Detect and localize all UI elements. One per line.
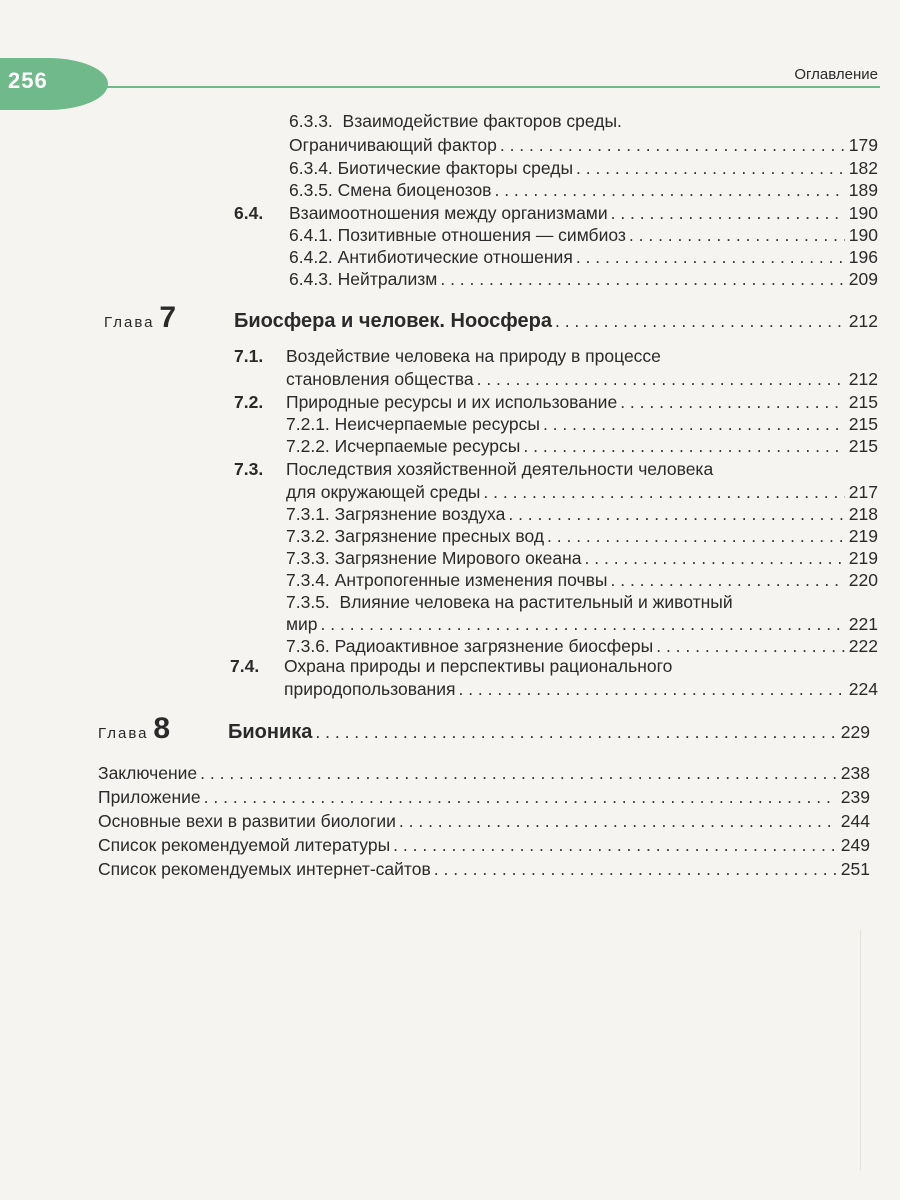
entry-page: 190 xyxy=(848,225,878,245)
chapter-page: 212 xyxy=(848,311,878,331)
entry-number: 7.3.3. xyxy=(286,548,330,568)
page-number: 256 xyxy=(8,68,48,93)
entry-number: 6.4.2. xyxy=(289,247,333,267)
toc-conclusion[interactable] xyxy=(98,762,870,784)
chapter-label xyxy=(104,302,234,339)
dot-leader xyxy=(555,305,845,337)
toc-entry-7-3-2[interactable] xyxy=(286,525,878,547)
page-number-badge xyxy=(0,58,108,110)
toc-entry-6-4[interactable] xyxy=(234,202,878,224)
dot-leader xyxy=(315,716,836,748)
dot-leader xyxy=(620,391,845,413)
toc-entry-6-4-2[interactable] xyxy=(289,246,878,268)
entry-page: 182 xyxy=(848,158,878,178)
entry-page: 217 xyxy=(848,482,878,502)
dot-leader xyxy=(576,157,845,179)
entry-page: 209 xyxy=(848,269,878,289)
toc-milestones[interactable] xyxy=(98,810,870,832)
entry-title: Список рекомендуемой литературы xyxy=(98,835,391,855)
entry-page: 190 xyxy=(848,203,878,223)
entry-number: 7.3. xyxy=(234,459,264,479)
toc-entry-7-3-4[interactable] xyxy=(286,569,878,591)
entry-number: 6.3.5. xyxy=(289,180,333,200)
dot-leader xyxy=(477,368,845,390)
entry-number: 7.3.6. xyxy=(286,636,330,656)
entry-number: 7.3.5. xyxy=(286,592,330,612)
entry-page: 222 xyxy=(848,636,878,656)
dot-leader xyxy=(321,613,845,635)
chapter-number: 8 xyxy=(153,712,171,745)
entry-title: Радиоактивное загрязнение биосферы xyxy=(334,636,654,656)
dot-leader xyxy=(458,678,844,700)
toc-entry-6-4-1[interactable] xyxy=(289,224,878,246)
dot-leader xyxy=(543,413,845,435)
dot-leader xyxy=(440,268,844,290)
toc-entry-7-3-6[interactable] xyxy=(286,635,878,657)
dot-leader xyxy=(393,834,837,856)
dot-leader xyxy=(611,569,845,591)
toc-entry-7-3[interactable] xyxy=(286,481,878,503)
chapter-title: Биосфера и человек. Ноосфера xyxy=(234,310,552,332)
entry-title-cont: природопользования xyxy=(284,679,456,699)
toc-entry-7-3-line1 xyxy=(234,458,713,480)
entry-title: Нейтрализм xyxy=(337,269,438,289)
entry-page: 221 xyxy=(848,614,878,634)
toc-appendix[interactable] xyxy=(98,786,870,808)
chapter-page: 229 xyxy=(840,722,870,742)
dot-leader xyxy=(200,762,837,784)
dot-leader xyxy=(500,134,845,156)
toc-literature[interactable] xyxy=(98,834,870,856)
entry-number: 6.4.3. xyxy=(289,269,333,289)
entry-title: Загрязнение Мирового океана xyxy=(334,548,582,568)
dot-leader xyxy=(611,202,845,224)
entry-title: Список рекомендуемых интернет-сайтов xyxy=(98,859,431,879)
entry-title: Загрязнение воздуха xyxy=(334,504,506,524)
toc-entry-7-2-1[interactable] xyxy=(286,413,878,435)
toc-entry-7-2[interactable] xyxy=(234,391,878,413)
entry-title-cont: мир xyxy=(286,614,318,634)
toc-entry-6-3-5[interactable] xyxy=(289,179,878,201)
entry-page: 249 xyxy=(840,835,870,855)
entry-number: 7.3.1. xyxy=(286,504,330,524)
dot-leader xyxy=(656,635,845,657)
entry-title: Взаимодействие факторов среды. xyxy=(342,111,622,131)
toc-entry-6-4-3[interactable] xyxy=(289,268,878,290)
dot-leader xyxy=(483,481,844,503)
toc-chapter-8[interactable] xyxy=(98,713,870,750)
toc-websites[interactable] xyxy=(98,858,870,880)
chapter-label xyxy=(98,713,228,750)
toc-entry-7-1[interactable] xyxy=(286,368,878,390)
entry-page: 239 xyxy=(840,787,870,807)
chapter-title: Бионика xyxy=(228,721,313,743)
entry-number: 6.3.3. xyxy=(289,111,333,131)
entry-number: 6.4.1. xyxy=(289,225,333,245)
chapter-word: Глава xyxy=(104,314,155,331)
entry-page: 189 xyxy=(848,180,878,200)
entry-number: 7.1. xyxy=(234,346,264,366)
entry-title: Природные ресурсы и их использование xyxy=(286,392,618,412)
entry-title: Неисчерпаемые ресурсы xyxy=(334,414,540,434)
entry-title: Приложение xyxy=(98,787,201,807)
entry-title: Антибиотические отношения xyxy=(337,247,573,267)
entry-number: 7.4. xyxy=(230,656,260,676)
entry-number: 7.2.2. xyxy=(286,436,330,456)
entry-title: Влияние человека на растительный и животный xyxy=(339,592,733,612)
chapter-word: Глава xyxy=(98,725,149,742)
entry-title: Биотические факторы среды xyxy=(337,158,574,178)
entry-page: 212 xyxy=(848,369,878,389)
section-title: Оглавление xyxy=(794,66,878,83)
entry-page: 215 xyxy=(848,436,878,456)
dot-leader xyxy=(434,858,837,880)
entry-page: 218 xyxy=(848,504,878,524)
dot-leader xyxy=(585,547,845,569)
entry-page: 224 xyxy=(848,679,878,699)
toc-entry-7-4[interactable] xyxy=(284,678,878,700)
entry-number: 7.3.4. xyxy=(286,570,330,590)
entry-page: 219 xyxy=(848,526,878,546)
toc-entry-6-3-3-line1 xyxy=(289,110,622,132)
entry-title: Охрана природы и перспективы рационального xyxy=(284,656,673,676)
entry-number: 6.3.4. xyxy=(289,158,333,178)
entry-page: 196 xyxy=(848,247,878,267)
header-rule xyxy=(105,86,880,88)
entry-title-cont: для окружающей среды xyxy=(286,482,481,502)
entry-title: Смена биоценозов xyxy=(337,180,492,200)
dot-leader xyxy=(508,503,844,525)
dot-leader xyxy=(629,224,845,246)
entry-title: Основные вехи в развитии биологии xyxy=(98,811,396,831)
dot-leader xyxy=(547,525,845,547)
toc-chapter-7[interactable] xyxy=(104,302,878,339)
entry-page: 238 xyxy=(840,763,870,783)
entry-title: Заключение xyxy=(98,763,198,783)
entry-title: Загрязнение пресных вод xyxy=(334,526,545,546)
toc-entry-7-3-1[interactable] xyxy=(286,503,878,525)
toc-entry-6-3-4[interactable] xyxy=(289,157,878,179)
entry-page: 219 xyxy=(848,548,878,568)
entry-title: Позитивные отношения — симбиоз xyxy=(337,225,626,245)
entry-page: 215 xyxy=(848,392,878,412)
dot-leader xyxy=(494,179,844,201)
toc-entry-7-4-line1 xyxy=(230,655,672,677)
entry-page: 251 xyxy=(840,859,870,879)
toc-entry-7-3-5[interactable] xyxy=(286,613,878,635)
entry-page: 244 xyxy=(840,811,870,831)
dot-leader xyxy=(523,435,844,457)
entry-title: Воздействие человека на природу в процессе xyxy=(286,346,661,366)
dot-leader xyxy=(204,786,837,808)
toc-entry-7-3-3[interactable] xyxy=(286,547,878,569)
entry-title-cont: становления общества xyxy=(286,369,474,389)
entry-page: 220 xyxy=(848,570,878,590)
chapter-number: 7 xyxy=(159,301,177,334)
toc-entry-7-1-line1 xyxy=(234,345,661,367)
entry-number: 6.4. xyxy=(234,203,264,223)
entry-page: 179 xyxy=(848,135,878,155)
toc-entry-7-2-2[interactable] xyxy=(286,435,878,457)
dot-leader xyxy=(399,810,837,832)
bleed-through-area xyxy=(610,930,861,1170)
entry-number: 7.3.2. xyxy=(286,526,330,546)
toc-entry-6-3-3[interactable] xyxy=(289,134,878,156)
entry-number: 7.2. xyxy=(234,392,264,412)
entry-number: 7.2.1. xyxy=(286,414,330,434)
entry-title: Исчерпаемые ресурсы xyxy=(334,436,521,456)
dot-leader xyxy=(576,246,845,268)
entry-title: Антропогенные изменения почвы xyxy=(334,570,608,590)
toc-entry-7-3-5-line1 xyxy=(286,591,733,613)
entry-title-cont: Ограничивающий фактор xyxy=(289,135,497,155)
entry-page: 215 xyxy=(848,414,878,434)
entry-title: Взаимоотношения между организмами xyxy=(289,203,608,223)
entry-title: Последствия хозяйственной деятельности человека xyxy=(286,459,714,479)
